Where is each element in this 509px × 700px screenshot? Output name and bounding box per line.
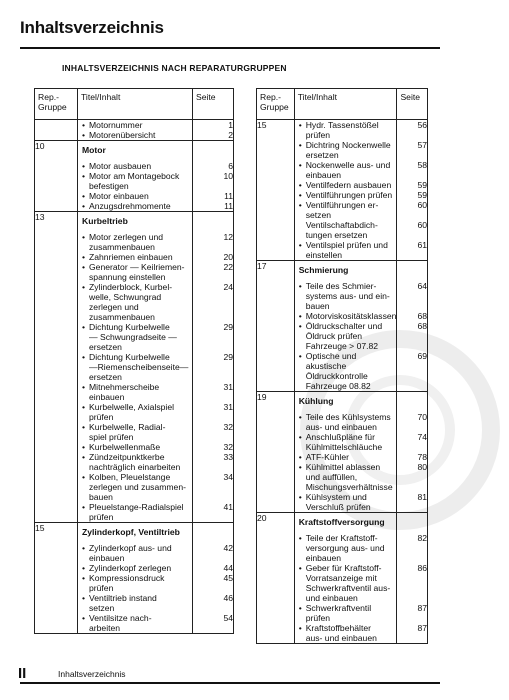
toc-entry-text: Mitnehmerscheibe einbauen — [89, 382, 160, 402]
bullet-icon: • — [298, 180, 302, 190]
toc-entry-text: Dichtung Kurbelwelle — Schwungradseite — ersetzen — [89, 322, 177, 352]
group-contents — [78, 141, 193, 212]
toc-table-left — [34, 88, 234, 634]
group-title: Motor — [82, 145, 106, 155]
bullet-icon: • — [82, 232, 86, 242]
bullet-icon: • — [82, 201, 86, 211]
toc-entry-text: Geber für Kraftstoff- Vorratsanzeige mit Schwerkraftventil aus- und einbauen — [305, 563, 391, 603]
toc-entry-page: 69 — [417, 351, 427, 361]
group-pages — [193, 523, 234, 634]
toc-entry-page: 46 — [223, 593, 233, 603]
toc-entry-page: 86 — [417, 563, 427, 573]
toc-entry-page: 59 — [417, 180, 427, 190]
bullet-icon: • — [298, 200, 302, 210]
toc-entry-text: Ventilspiel prüfen und einstellen — [305, 240, 388, 260]
toc-entry[interactable] — [78, 282, 192, 322]
bullet-icon: • — [298, 160, 302, 170]
group-number: 13 — [35, 212, 78, 523]
group-title: Schmierung — [298, 265, 349, 275]
toc-entry[interactable] — [295, 432, 397, 452]
toc-entry-page: 34 — [223, 472, 233, 482]
toc-entry-page: 6 — [228, 161, 233, 171]
toc-entry[interactable] — [295, 190, 397, 200]
toc-entry[interactable] — [295, 623, 397, 643]
toc-entry-page: 31 — [223, 382, 233, 392]
group-contents — [294, 513, 397, 644]
toc-entry-text: Kurbelwelle, Radial- spiel prüfen — [89, 422, 166, 442]
toc-entry[interactable] — [295, 462, 397, 492]
toc-entry-page: 22 — [223, 262, 233, 272]
bullet-icon: • — [82, 191, 86, 201]
group-number — [35, 120, 78, 141]
toc-entry-text: Kompressionsdruck prüfen — [89, 573, 165, 593]
bullet-icon: • — [82, 352, 86, 362]
group-contents — [78, 212, 193, 523]
toc-entry[interactable] — [295, 563, 397, 603]
toc-entry-page: 57 — [417, 140, 427, 150]
toc-entry[interactable] — [78, 613, 192, 633]
footer-text: Inhaltsverzeichnis — [58, 669, 126, 679]
toc-entry[interactable] — [78, 161, 192, 171]
toc-group-row — [35, 212, 234, 523]
bullet-icon: • — [82, 422, 86, 432]
bullet-icon: • — [82, 613, 86, 623]
bullet-icon: • — [82, 262, 86, 272]
toc-entry-text: Kolben, Pleuelstange zerlegen und zusammen- bauen — [89, 472, 186, 502]
toc-entry[interactable] — [78, 472, 192, 502]
toc-entry-text: Teile des Schmier- systems aus- und ein- bauen — [305, 281, 390, 311]
toc-entry[interactable] — [295, 200, 397, 220]
toc-entry-page: 11 — [224, 201, 233, 211]
bullet-icon: • — [82, 472, 86, 482]
bullet-icon: • — [82, 130, 86, 140]
toc-entry[interactable] — [78, 543, 192, 563]
bullet-icon: • — [82, 452, 86, 462]
toc-entry-text: Optische und akustische Öldruckkontrolle Fahrzeuge 08.82 — [305, 351, 371, 391]
toc-entry-text: Zündzeitpunktkerbe nachträglich einarbeiten — [89, 452, 181, 472]
toc-entry-page: 29 — [223, 322, 233, 332]
col-group-header: Rep.- Gruppe — [35, 89, 78, 120]
toc-entry[interactable] — [78, 352, 192, 382]
bullet-icon: • — [82, 573, 86, 583]
bullet-icon: • — [82, 322, 86, 332]
toc-entry[interactable] — [295, 220, 397, 240]
bullet-icon: • — [82, 120, 86, 130]
toc-entry[interactable] — [295, 603, 397, 623]
toc-entry[interactable] — [295, 311, 397, 321]
toc-entry-page: 56 — [417, 120, 427, 130]
toc-entry-text: Motornummer — [89, 120, 143, 130]
bullet-icon: • — [298, 140, 302, 150]
toc-entry-text: Kurbelwellenmaße — [89, 442, 161, 452]
toc-entry-text: ATF-Kühler — [305, 452, 349, 462]
bullet-icon: • — [298, 281, 302, 291]
toc-entry-page: 82 — [417, 533, 427, 543]
toc-entry-text: Nockenwelle aus- und einbauen — [305, 160, 391, 180]
bullet-icon: • — [82, 402, 86, 412]
group-contents — [294, 392, 397, 513]
toc-entry-page: 32 — [223, 422, 233, 432]
toc-entry-page: 12 — [223, 232, 233, 242]
group-number: 15 — [257, 120, 295, 261]
bullet-icon: • — [298, 412, 302, 422]
bullet-icon: • — [82, 593, 86, 603]
bullet-icon: • — [82, 171, 86, 181]
toc-entry-page: 70 — [417, 412, 427, 422]
toc-entry-text: Motorenübersicht — [89, 130, 156, 140]
title-rule — [20, 47, 440, 49]
group-pages — [397, 513, 428, 644]
toc-group-row — [257, 513, 428, 644]
toc-entry-text: Kühlsystem und Verschluß prüfen — [305, 492, 371, 512]
toc-entry[interactable] — [78, 502, 192, 522]
toc-group-row — [35, 141, 234, 212]
toc-entry[interactable] — [295, 452, 397, 462]
toc-entry[interactable] — [78, 232, 192, 252]
group-title: Zylinderkopf, Ventiltrieb — [82, 527, 180, 537]
bullet-icon: • — [298, 311, 302, 321]
toc-entry[interactable] — [295, 412, 397, 432]
toc-entry-page: 87 — [417, 623, 427, 633]
toc-entry-text: Kraftstoffbehälter aus- und einbauen — [305, 623, 377, 643]
group-number: 17 — [257, 261, 295, 392]
group-title: Kurbeltrieb — [82, 216, 128, 226]
toc-entry-page: 32 — [223, 442, 233, 452]
bullet-icon: • — [82, 502, 86, 512]
bullet-icon: • — [298, 120, 302, 130]
toc-entry[interactable] — [78, 563, 192, 573]
toc-entry-text: Zahnriemen einbauen — [89, 252, 173, 262]
toc-entry-page: 68 — [417, 311, 427, 321]
toc-entry[interactable] — [78, 130, 192, 140]
toc-entry-page: 81 — [417, 492, 427, 502]
bullet-icon: • — [298, 321, 302, 331]
bullet-icon: • — [82, 382, 86, 392]
bullet-icon: • — [82, 252, 86, 262]
footer-rule — [20, 682, 440, 684]
col-title-header: Titel/Inhalt — [78, 89, 193, 120]
toc-entry-page: 60 — [417, 200, 427, 210]
toc-entry[interactable] — [295, 240, 397, 260]
toc-entry-text: Ventilführungen prüfen — [305, 190, 393, 200]
toc-entry-text: Zylinderkopf aus- und einbauen — [89, 543, 172, 563]
toc-entry[interactable] — [295, 321, 397, 351]
toc-entry-text: Ventilschaftabdich- tungen ersetzen — [305, 220, 378, 240]
bullet-icon: • — [298, 603, 302, 613]
toc-group-row — [257, 392, 428, 513]
group-contents — [78, 120, 193, 141]
toc-entry-text: Hydr. Tassenstößel prüfen — [305, 120, 379, 140]
toc-entry-page: 33 — [223, 452, 233, 462]
toc-entry-text: Motorviskositätsklassen — [305, 311, 397, 321]
toc-group-row — [35, 120, 234, 141]
toc-entry-text: Kühlmittel ablassen und auffüllen, Mischungsverhältnisse — [305, 462, 393, 492]
bullet-icon: • — [298, 492, 302, 502]
bullet-icon: • — [82, 161, 86, 171]
toc-entry-text: Generator — Keilriemen- spannung einstellen — [89, 262, 185, 282]
toc-entry[interactable] — [295, 281, 397, 311]
toc-entry-text: Motor zerlegen und zusammenbauen — [89, 232, 164, 252]
toc-entry-page: 68 — [417, 321, 427, 331]
group-contents — [294, 261, 397, 392]
col-group-header: Rep.- Gruppe — [257, 89, 295, 120]
bullet-icon: • — [82, 442, 86, 452]
group-contents — [78, 523, 193, 634]
toc-entry-text: Anzugsdrehmomente — [89, 201, 171, 211]
group-title: Kraftstoffversorgung — [298, 517, 385, 527]
toc-entry[interactable] — [295, 492, 397, 512]
toc-entry[interactable] — [78, 262, 192, 282]
footer-section-mark: II — [18, 665, 27, 682]
toc-entry-text: Teile der Kraftstoff- versorgung aus- und einbauen — [305, 533, 385, 563]
toc-entry[interactable] — [295, 351, 397, 391]
toc-entry-text: Schwerkraftventil prüfen — [305, 603, 372, 623]
toc-entry-page: 60 — [417, 220, 427, 230]
toc-entry[interactable] — [78, 442, 192, 452]
bullet-icon: • — [298, 351, 302, 361]
toc-entry-page: 42 — [223, 543, 233, 553]
toc-entry[interactable] — [295, 180, 397, 190]
toc-entry[interactable] — [295, 533, 397, 563]
section-subtitle: INHALTSVERZEICHNIS NACH REPARATURGRUPPEN — [62, 63, 287, 73]
toc-table-right — [256, 88, 428, 644]
bullet-icon: • — [298, 432, 302, 442]
toc-entry-page: 11 — [224, 191, 233, 201]
group-contents — [294, 120, 397, 261]
toc-entry-page: 41 — [223, 502, 233, 512]
toc-entry[interactable] — [78, 573, 192, 593]
group-pages — [397, 120, 428, 261]
toc-entry-page: 24 — [223, 282, 233, 292]
bullet-icon: • — [298, 240, 302, 250]
toc-entry[interactable] — [78, 593, 192, 613]
toc-entry[interactable] — [78, 191, 192, 201]
toc-entry-page: 58 — [417, 160, 427, 170]
col-title-header: Titel/Inhalt — [294, 89, 397, 120]
group-pages — [193, 120, 234, 141]
toc-entry-text: Öldruckschalter und Öldruck prüfen Fahrzeuge > 07.82 — [305, 321, 383, 351]
toc-entry-page: 44 — [223, 563, 233, 573]
toc-entry-page: 54 — [223, 613, 233, 623]
toc-group-row — [257, 120, 428, 261]
toc-entry-text: Ventilfedern ausbauen — [305, 180, 392, 190]
toc-entry[interactable] — [78, 120, 192, 130]
group-pages — [397, 261, 428, 392]
group-pages — [193, 212, 234, 523]
toc-entry-page: 29 — [223, 352, 233, 362]
bullet-icon: • — [298, 462, 302, 472]
group-pages — [397, 392, 428, 513]
bullet-icon: • — [298, 533, 302, 543]
toc-entry[interactable] — [78, 322, 192, 352]
toc-entry-text: Teile des Kühlsystems aus- und einbauen — [305, 412, 391, 432]
toc-entry-page: 59 — [417, 190, 427, 200]
toc-entry-text: Dichtung Kurbelwelle —Riemenscheibenseite— ersetzen — [89, 352, 189, 382]
bullet-icon: • — [82, 563, 86, 573]
toc-entry[interactable] — [78, 171, 192, 191]
toc-entry-text: Anschlußpläne für Kühlmittelschläuche — [305, 432, 383, 452]
toc-entry-text: Motor ausbauen — [89, 161, 152, 171]
toc-entry-text: Kurbelwelle, Axialspiel prüfen — [89, 402, 175, 422]
toc-entry[interactable] — [295, 160, 397, 180]
page-title: Inhaltsverzeichnis — [20, 18, 164, 37]
col-page-header: Seite — [193, 89, 234, 120]
toc-entry-page: 20 — [223, 252, 233, 262]
toc-entry-text: Motor am Montagebock befestigen — [89, 171, 180, 191]
toc-entry[interactable] — [295, 120, 397, 140]
group-number: 19 — [257, 392, 295, 513]
group-pages — [193, 141, 234, 212]
bullet-icon: • — [298, 452, 302, 462]
group-number: 10 — [35, 141, 78, 212]
bullet-icon: • — [298, 623, 302, 633]
toc-entry-page: 78 — [417, 452, 427, 462]
toc-entry[interactable] — [78, 402, 192, 422]
toc-entry-text: Zylinderblock, Kurbel- welle, Schwungrad zerlegen und zusammenbauen — [89, 282, 173, 322]
toc-entry-page: 31 — [223, 402, 233, 412]
toc-entry[interactable] — [78, 422, 192, 442]
toc-entry-text: Motor einbauen — [89, 191, 149, 201]
bullet-icon: • — [298, 563, 302, 573]
toc-entry-text: Ventilsitze nach- arbeiten — [89, 613, 152, 633]
toc-entry[interactable] — [295, 140, 397, 160]
toc-entry[interactable] — [78, 452, 192, 472]
toc-entry[interactable] — [78, 201, 192, 211]
toc-entry-text: Ventiltrieb instand setzen — [89, 593, 157, 613]
toc-entry-text: Pleuelstange-Radialspiel prüfen — [89, 502, 184, 522]
toc-group-row — [35, 523, 234, 634]
group-number: 20 — [257, 513, 295, 644]
toc-entry-text: Dichtring Nockenwelle ersetzen — [305, 140, 391, 160]
bullet-icon: • — [298, 190, 302, 200]
toc-entry-page: 61 — [417, 240, 427, 250]
toc-entry-page: 2 — [228, 130, 233, 140]
bullet-icon: • — [82, 282, 86, 292]
toc-entry-text: Zylinderkopf zerlegen — [89, 563, 172, 573]
toc-entry[interactable] — [78, 382, 192, 402]
toc-entry-page: 87 — [417, 603, 427, 613]
toc-entry-text: Ventilführungen er- setzen — [305, 200, 379, 220]
col-page-header: Seite — [397, 89, 428, 120]
bullet-icon — [299, 220, 306, 240]
toc-entry-page: 74 — [417, 432, 427, 442]
toc-entry-page: 64 — [417, 281, 427, 291]
toc-entry-page: 1 — [228, 120, 233, 130]
toc-group-row — [257, 261, 428, 392]
bullet-icon: • — [82, 543, 86, 553]
toc-entry-page: 80 — [417, 462, 427, 472]
group-number: 15 — [35, 523, 78, 634]
toc-entry[interactable] — [78, 252, 192, 262]
toc-entry-page: 45 — [223, 573, 233, 583]
toc-entry-page: 10 — [223, 171, 233, 181]
group-title: Kühlung — [298, 396, 334, 406]
